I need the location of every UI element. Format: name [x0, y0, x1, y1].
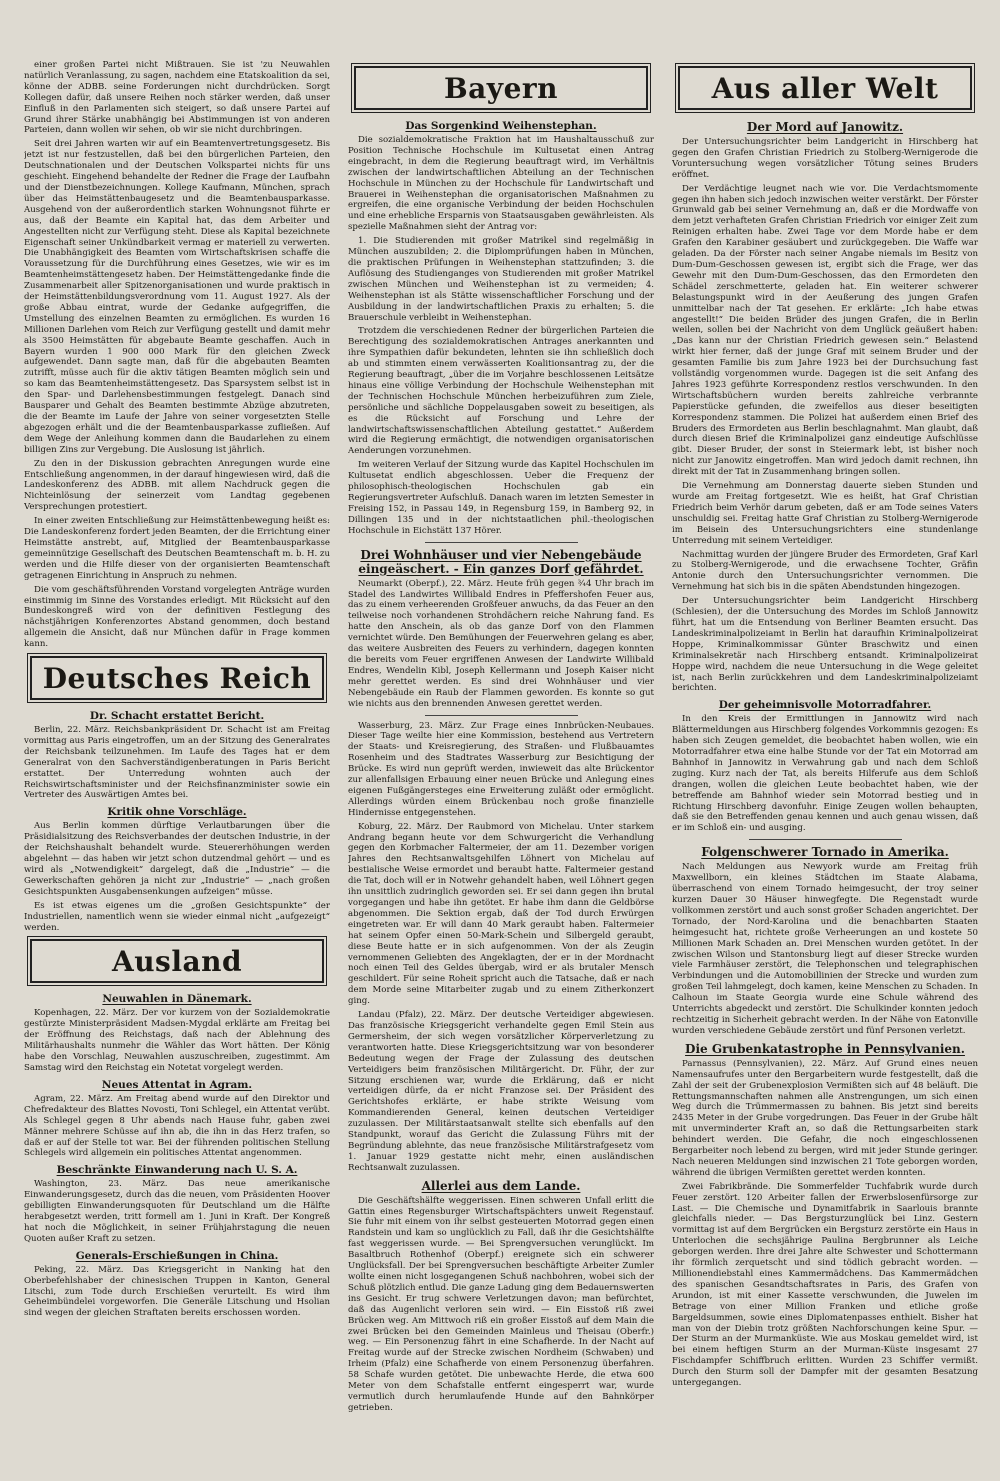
article-grube: Parnassus (Pennsylvanien), 22. März. Auf Grund eines neuen Namensaufrufes unter den Bergarbeitern wurde festgestellt, daß die Zahl der seit der Grubenexplosion Vermißten sich auf 48 beläuft. Die Rettungsmannschaften nahmen alle Anstrengungen, um sich einen Weg durch die Trümmermassen zu bahnen. Bis jetzt sind bereits 2435 Meter in der Grube vorgedrungen. Das Feuer in der Grube hält mit unverminderter Kraft an, so daß die Rettungsarbeiten stark behindert werden. Die Gefahr, die noch eingeschlossenen Bergarbeiter noch lebend zu bergen, wird mit jeder Stunde geringer. Nach neueren Meldungen sind inzwischen 21 Tote geborgen worden, während die übrigen Vermißten gerettet werden konnten.: [672, 1058, 978, 1178]
article-paragraph: Die Vernehmung am Donnerstag dauerte sieben Stunden und wurde am Freitag fortgesetzt. Wie es heißt, hat Graf Christian Friedrich beim Verhör darum gebeten, daß er am Tode seines Vaters unschuldig sei. Freitag hatte Graf Christian zu Stolberg-Wernigerode im Beisein des Untersuchungsrichters eine stundenlange Unterredung mit seinem Verteidiger.: [672, 481, 978, 546]
article-paragraph: Der Untersuchungsrichter beim Landgericht Hirschberg (Schlesien), der die Untersuchung des Mordes im Schloß Jannowitz führt, hat um die Entsendung von Berliner Beamten ersucht. Das Landeskriminalpolizeiamt in Berlin hat daraufhin Kriminalpolizeirat Hoppe, Kriminalkommissar Günter Braschwitz und einen Kriminalsekretär nach Hirschberg entsandt. Kriminalpolizeirat Hoppe wird, nachdem die neue Untersuchung in die Wege geleitet ist, nach Berlin zurückkehren und dem Landeskriminalpolizeiamt berichten.: [672, 596, 978, 694]
article-china: Peking, 22. März. Das Kriegsgericht in Nanking hat den Oberbefehlshaber der chinesischen Truppen in Kanton, General Litschi, zum Tode durch Erschießen verurteilt. Es wird ihm Geheimbündelei vorgeworfen. Die Generäle Litschung und Hsolian sind wegen der gleichen Straftaten bereits erschossen worden.: [24, 1264, 330, 1319]
article-paragraph: Die vom geschäftsführenden Vorstand vorgelegten Anträge wurden einstimmig im Sinne des Vorstandes erledigt. Mit Rücksicht auf den Bundeskongreß wird von der definitiven Festlegung des nächstjährigen Konferenzortes Abstand genommen, doch bestand allgemein die Ansicht, daß nur München dafür in Frage kommen kann.: [24, 584, 330, 650]
section-header-deutsches-reich: Deutsches Reich: [30, 656, 324, 700]
article-misc: Zwei Fabrikbrände. Die Sommerfelder Tuchfabrik wurde durch Feuer zerstört. 120 Arbeiter fallen der Erwerbslosenfürsorge zur Last. — Die Chemische und Dynamitfabrik in Saarlouis brannte gleichfalls nieder. — Das Bergsturzunglück bei Linz. Gestern vormittag ist auf dem Bergrücken ein Bergsturz zerstörte ein Haus in Unterlochen die sechsjährige Paulina Bergbrunner als Leiche geborgen werden. Ihre drei Jahre alte Schwester und Schottermann ihr förmlich zerquetscht und sind tödlich gebracht worden. — Millionendiebstahl eines Kammermädchens. Das Kammermädchen des spanischen Gesandtschaftsrates in Paris, des Grafen von Arundon, ist mit einer Kassette verschwunden, die Juwelen im Betrage von einer Million Franken und etliche große Bargeldsummen, sowie eines Diplomatenpasses enthielt. Bisher hat man von der Diebin trotz größten Nachforschungen keine Spur. — Der Sturm an der Murmanküste. Wie aus Moskau gemeldet wird, ist bei einem heftigen Sturm an der Murman-Küste insgesamt 27 Fischdampfer Schiffbruch erlitten. Wurden 23 Schiffer vermißt. Durch den Sturm soll der Dampfer mit der gesamten Besatzung untergegangen.: [672, 1181, 978, 1389]
article-paragraph: In einer zweiten Entschließung zur Heimstättenbewegung heißt es: Die Landeskonferenz fordert jeden Beamten, der die Errichtung einer Heimstätte anstrebt, auf, Mitglied der Beamtenbausparkasse gemeinnützige Gesellschaft des Deutschen Beamtenschaft m. b. H. zu werden und die Hilfe dieser von der organisierten Beamtenschaft getragenen Einrichtung in Anspruch zu nehmen.: [24, 516, 330, 581]
divider: [425, 715, 578, 716]
headline-grube: Die Grubenkatastrophe in Pennsylvanien.: [685, 1041, 965, 1056]
article-koburg: Koburg, 22. März. Der Raubmord von Michelau. Unter starkem Andrang begann heute vor dem Schwurgericht die Verhandlung gegen den Korbmacher Faltermeier, der am 11. Dezember vorigen Jahres den Rechtsanwaltsgehilfen Löhnert von Michelau auf bestialische Weise ermordet und beraubt hatte. Faltermeier gestand die Tat, doch will er in Notwehr gehandelt haben, weil Löhnert gegen ihn unsittlich zudringlich geworden sei. Er sei dann gegen ihn brutal vorgegangen und habe ihn getötet. Er habe ihm dann die Geldbörse abgenommen. Die Sektion ergab, daß der Tod durch Erwürgen eingetreten war. Er will dann 40 Mark geraubt haben. Faltermeier hat seinem Opfer einen 50-Mark-Schein und Silbergeld geraubt, diese Beute hatte er in sich aufgenommen. Von der als Zeugin vernommenen Geliebten des Angeklagten, der er in der Mordnacht noch einen Teil des Geldes übergab, wird er als brutaler Mensch geschildert. Für seine Roheit spricht auch die Tatsache, daß er nach dem Morde seine Mitarbeiter zugab und zu einem Zitherkonzert ging.: [348, 821, 654, 1007]
column-middle: [348, 60, 654, 1471]
headline-weihenstephan: Das Sorgenkind Weihenstephan.: [405, 120, 597, 132]
headline-tornado: Folgenschwerer Tornado in Amerika.: [701, 845, 949, 860]
headline-usa: Beschränkte Einwanderung nach U. S. A.: [56, 1164, 298, 1177]
article-paragraph: Der Verdächtige leugnet nach wie vor. Die Verdachtsmomente gegen ihn haben sich jedoch inzwischen weiter verstärkt. Der Förster Grunwald gab bei seiner Vernehmung an, daß er die Mordwaffe von dem jetzt verhafteten Grafen Christian Friedrich vor einiger Zeit zum Reinigen erhalten habe. Zwei Tage vor dem Morde habe er dem Grafen den Karabiner gesäubert und zurückgegeben. Die Waffe war geladen. Da der Förster nach seiner Angabe niemals im Besitz von Dum-Dum-Geschossen gewesen ist, ergibt sich die Frage, wer das Gewehr mit den Dum-Dum-Geschossen, das den Ermordeten den Schädel zerschmetterte, geladen hat. Ein weiterer schwerer Belastungspunkt wird in der Aeußerung des jungen Grafen unmittelbar nach der Tat gesehen. Er erklärte: „Ich habe etwas angestellt!“ Die beiden Brüder des jungen Grafen, die in Berlin weilen, sollen bei der Nachricht von dem Unglück geäußert haben: „Das kann nur der Christian Friedrich gewesen sein.“ Belastend wirkt hier ferner, daß der junge Graf mit seinem Bruder und der gesamten Familie bis zum Jahre 1923 bei der Durchsuchung fast vollständig vorgenommen wurde. Dagegen ist die seit Anfang des Jahres 1923 geführte Korrespondenz restlos verschwunden. In den Wirtschaftsbüchern wurden bereits zahlreiche verbrannte Papierstücke gefunden, die zweifellos aus dieser beseitigten Korrespondenz stammen. Die Polizei hat außerdem einen Brief des Bruders des Ermordeten aus Berlin beschlagnahmt. Man glaubt, daß durch diesen Brief die Kriminalpolizei ganz eindeutige Aufschlüsse gibt. Dieser Bruder, der sonst in Steiermark lebt, ist bisher noch nicht zur Janowitz eingetroffen. Man wird jedoch damit rechnen, ihn direkt mit der Tat in Zusammenhang bringen sollen.: [672, 183, 978, 478]
article-kritik-2: Es ist etwas eigenes um die „großen Gesichtspunkte“ der Industriellen, namentlich wenn sie wieder einmal nicht „aufgezeigt“ werden.: [24, 900, 330, 933]
article-fire: Neumarkt (Oberpf.), 22. März. Heute früh gegen ¾4 Uhr brach im Stadel des Landwirtes Willibald Endres in Pfeffershofen Feuer aus, das zu einem verheerenden Großfeuer anwuchs, da das Feuer an den teilweise noch vorhandenen Strohdächern reiche Nahrung fand. Es hatte den Anschein, als ob das ganze Dorf von den Flammen vernichtet würde. Den Bemühungen der Feuerwehren gelang es aber, das weitere Ausbreiten des Feuers zu verhindern, dagegen konnten die bereits vom Feuer ergriffenen Anwesen der Landwirte Willibald Endres, Wendelin Kibl, Joseph Kellermann und Joseph Kaiser nicht mehr gerettet werden. Es sind drei Wohnhäuser und vier Nebengebäude ein Raub der Flammen geworden. Es konnte so gut wie nichts aus den brennenden Anwesen gerettet werden.: [348, 578, 654, 709]
headline-motorradfahrer: Der geheimnisvolle Motorradfahrer.: [718, 699, 932, 712]
article-tornado: Nach Meldungen aus Newyork wurde am Freitag früh Maxwellborn, ein kleines Städtchen im Staate Alabama, überraschend von einem Tornado heimgesucht, der troy seiner kurzen Dauer 30 Häuser hinwegfegte. Die Regenstadt wurde vollkommen zerstört und auch sonst großer Schaden angerichtet. Der Tornado, der Nord-Karolina und die benachbarten Staaten heimgesucht hat, richtete große Verheerungen an und kostete 50 Millionen Mark Schaden an. Drei Menschen wurden getötet. In der zwischen Wilson und Stantonsburg liegt auf dieser Strecke wurden viele Farmhäuser zerstört, die Telephonschen und telegraphischen Verbindungen und die Automobillinien der Strecke und wurden zum großen Teil lahmgelegt, doch kamen, keine Menschen zu Schaden. In Calhoun im Staate Georgia wurde eine Schule während des Unterrichts abgedeckt und zerstört. Die Schulkinder konnten jedoch rechtzeitig in Sicherheit gebracht werden. In der Nähe von Eatonville wurden verschiedene Gebäude zerstört und fünf Personen verletzt.: [672, 862, 978, 1036]
headline-kritik: Kritik ohne Vorschläge.: [107, 806, 247, 819]
article-schacht: Berlin, 22. März. Reichsbankpräsident Dr. Schacht ist am Freitag vormittag aus Paris eingetroffen, um an der Sitzung des Generalrates der Reichsbank teilzunehmen. Im Laufe des Tages hat er dem Generalrat von den Sachverständigenberatungen in Paris Bericht erstattet. Der Unterredung wohnten auch der Reichswirtschaftsminister und der Reichsfinanzminister sowie ein Vertreter des Auswärtigen Amtes bei.: [24, 725, 330, 801]
article-paragraph: 1. Die Studierenden mit großer Matrikel sind regelmäßig in München auszubilden; 2. die Diplomprüfungen haben in München, die praktischen Prüfungen in Weihenstephan stattzufinden; 3. die Auflösung des Studienganges von Studierenden mit großer Matrikel zwischen München und Weihenstephan ist zu vermeiden; 4. Weihenstephan ist als Stätte wissenschaftlicher Forschung und der Ausbildung in der landwirtschaftlichen Praxis zu erhalten; 5. die Brauerschule verbleibt in Weihenstephan.: [348, 236, 654, 323]
article-allerlei: Die Geschäftshälfte weggerissen. Einen schweren Unfall erlitt die Gattin eines Regensburger Wirtschaftspächters unweit Regenstauf. Sie fuhr mit einem von ihr selbst gesteuerten Motorrad gegen einen Randstein und kam so unglücklich zu Fall, daß ihr die Gesichtshälfte fast weggerissen wurde. — Bei Sprengversuchen verunglückt. Im Basaltbruch Rothenhof (Oberpf.) ereignete sich ein schwerer Unglücksfall. Der bei Sprengversuchen beschäftigte Arbeiter Zumler wollte einen nicht losgegangenen Schuß nachbohren, wobei sich der Schuß plötzlich entlud. Die ganze Ladung ging dem Bedauernswerten ins Gesicht. Er trug schwere Verletzungen davon; man befürchtet, daß das Augenlicht verloren sein wird. — Ein Eisstoß riß zwei Brücken weg. Am Mittwoch riß ein großer Eisstoß auf dem Main die zwei Brücken bei den Gemeinden Mainleus und Theisau (Oberfr.) weg. — Ein Personenzug fährt in eine Schafherde. In der Nacht auf Freitag wurde auf der Strecke zwischen Nordheim (Schwaben) und Irheim (Pfalz) eine Schafherde von einem Personenzug überfahren. 58 Schafe wurden getötet. Die unbewachte Herde, die etwa 600 Meter von dem Schafstalle entfernt eingesperrt war, wurde vermutlich durch herumlaufende Hunde auf den Bahnkörper getrieben.: [348, 1195, 654, 1413]
article-paragraph: Der Untersuchungsrichter beim Landgericht in Hirschberg hat gegen den Grafen Christian Friedrich zu Stolberg-Wernigerode die Voruntersuchung wegen vorsätzlicher Tötung seines Bruders eröffnet.: [672, 137, 978, 180]
article-motorradfahrer: In den Kreis der Ermittlungen in Jannowitz wird nach Blättermeldungen aus Hirschberg folgendes Vorkommnis gezogen: Es haben sich Zeugen gemeldet, die beobachtet haben wollen, wie ein Motorradfahrer etwa eine halbe Stunde vor der Tat ein Motorrad am Bahnhof in Jannowitz in Verwahrung gab und nach dem Schloß zuging. Kurz nach der Tat, als bereits Hilferufe aus dem Schloß drangen, wollen die gleichen Leute beobachtet haben, wie der betreffende am Bahnhof wieder sein Motorrad bestieg und in Richtung Hirschberg davonfuhr. Einige Zeugen wollen behaupten, daß sie den Betreffenden genau kennen und auch genau wissen, daß er im Schloß ein- und ausging.: [672, 714, 978, 834]
article-paragraph: Zu den in der Diskussion gebrachten Anregungen wurde eine Entschließung angenommen, in der darauf hingewiesen wird, daß die Landeskonferenz des ADBB. mit allem Nachdruck gegen die Nichteinlösung der seinerzeit vom Landtag gegebenen Versprechungen protestiert.: [24, 458, 330, 513]
article-paragraph: Seit drei Jahren warten wir auf ein Beamtenvertretungsgesetz. Bis jetzt ist nur festzustellen, daß bei den bürgerlichen Parteien, den Deutschnationalen und der Deutschen Volkspartei nichts für uns geschieht. Eingehend behandelte der Redner die Frage der Laufbahn und der Dienstbezeichnungen. Kollege Kaufmann, München, sprach über das Heimstättenbaugesetz und die Beamtenbausparkasse. Ausgehend von der außerordentlich starken Wohnungsnot führte er aus, daß der Beamte ein Kapital hat, das dem Arbeiter und Angestellten nicht zur Verfügung steht. Diese als Kapital bezeichnete Eigenschaft seiner Unkündbarkeit vermag er materiell zu verwerten. Die Unabhängigkeit des Beamten vom Wirtschaftskrisen schaffe die Voraussetzung für die Durchführung eines Gesetzes, wie wir es im Beamtenheimstättengesetz haben. Der Heimstättengedanke finde die Zusammenarbeit aller Spitzenorganisationen und wurde praktisch in der Heimstättenbildungsverordnung vom 11. August 1927. Als der große Abbau eintrat, wurde der Gedanke aufgegriffen, die Umstellung des einzelnen Beamten zu ermöglichen. Es wurden 16 Millionen Darlehen vom Reich zur Verfügung gestellt und damit mehr als 3500 Heimstätten für abgebaute Beamte geschaffen. Auch in Bayern wurden 1 900 000 Mark für den gleichen Zweck aufgewendet. Dann sagte man, daß für die abgebauten Beamten zutrifft, müsse auch für die aktiv tätigen Beamten möglich sein und so kam das Beamtenheimstättengesetz. Das Sparsystem selbst ist in den Spar- und Darlehensbestimmungen festgelegt. Danach sind Bausparer und Gehalt des Beamten bestimmte Abzüge abzutreten, die der Beamte im Laufe der Jahre von seiner vorgesetzten Stelle abgezogen erhält und die der Beamtenbausparkasse zufließen. Auf dem Wege der Anleihung kommen dann die Baudarlehen zu einem billigen Zins zur Vergebung. Die Auslosung ist jährlich.: [24, 139, 330, 455]
article-daenemark: Kopenhagen, 22. März. Der vor kurzem von der Sozialdemokratie gestürzte Ministerpräsident Madsen-Mygdal erklärte am Freitag bei der Eröffnung des Reichstags, daß nach der Ablehnung des Militärhaushalts nunmehr die Wähler das Wort hätten. Der König habe den Vorschlag, Neuwahlen auszuschreiben, zugestimmt. Am Samstag wird den Reichstag ein Notetat vorgelegt werden.: [24, 1008, 330, 1073]
article-paragraph: einer großen Partei nicht Mißtrauen. Sie ist 'zu Neuwahlen natürlich Veranlassung, zu sagen, nachdem eine Etatskoalition da sei, könne der ADBB. seine Forderungen nicht durchdrücken. Sorgt Kollegen dafür, daß unsere Reihen noch stärker werden, daß unser Einfluß in den Parlamenten sich steigert, so daß unsere Partei auf Grund ihrer Stärke unabhängig bei Abstimmungen ist von anderen Parteien, dann wollen wir sehen, ob wir sie nicht durchbringen.: [24, 60, 330, 136]
column-right: [672, 60, 978, 1471]
divider: [749, 839, 902, 840]
article-landau: Landau (Pfalz), 22. März. Der deutsche Verteidiger abgewiesen. Das französische Kriegsgericht verhandelte gegen Emil Stein aus Germersheim, der sich wegen vorsätzlicher Körperverletzung zu verantworten hatte. Diese Kriegsgerichtsitzung war von besonderer Bedeutung wegen der Frage der Zulassung des deutschen Verteidigers beim französischen Militärgericht. Dr. Führ, der zur Sitzung erschienen war, wurde die Erklärung, daß er nicht verteidigen dürfe, da er nicht Franzose sei. Der Präsident des Gerichtshofes erklärte, er habe strikte Weisung vom Kommandierenden General, keinen deutschen Verteidiger zuzulassen. Der Militärstaatsanwalt stellte sich ebenfalls auf den Standpunkt, worauf das Gericht die Zulassung Führs mit der Begründung ablehnte, das neue französische Militärstrafgesetz vom 1. Januar 1929 gestatte nicht mehr, einen ausländischen Rechtsanwalt zuzulassen.: [348, 1010, 654, 1173]
article-wasserburg: Wasserburg, 23. März. Zur Frage eines Innbrücken-Neubaues. Dieser Tage weilte hier eine Kommission, bestehend aus Vertretern der Staats- und Kreisregierung, des Straßen- und Flußbauamtes Rosenheim und des Stadtrates Wasserburg zur Besichtigung der Brücke. Es wird nun geprüft werden, inwieweit das alte Brückentor zur allenfallsigen Erbauung einer neuen Brücke und Anlegung eines eigenen Fußgängersteges eine Erweiterung zuläßt oder ermöglicht. Allerdings würden einem Brückenbau noch große finanzielle Hindernisse entgegenstehen.: [348, 720, 654, 818]
headline-mord: Der Mord auf Janowitz.: [746, 120, 904, 134]
article-paragraph: Trotzdem die verschiedenen Redner der bürgerlichen Parteien die Berechtigung des sozialdemokratischen Antrages anerkannten und ihre Sympathien dafür bekundeten, lehnten sie ihn schließlich doch ab und stimmten einem verwässerten Koalitionsantrag zu, der die Regierung beauftragt, „über die im Vorjahre beschlossenen Leitsätze hinaus eine völlige Verbindung der Hochschule Weihenstephan mit der Technischen Hochschule München herbeizuführen zum Ziele, persönliche und sächliche Doppelausgaben soweit zu beseitigen, als es die Rücksicht auf Forschung und Lehre der landwirtschaftswissenschaftlichen Abteilung gestattet.“ Außerdem wird die Regierung ermächtigt, die notwendigen organisatorischen Aenderungen vorzunehmen.: [348, 326, 654, 457]
section-header-bayern: Bayern: [354, 66, 648, 110]
headline-agram: Neues Attentat in Agram.: [101, 1078, 253, 1091]
article-paragraph: Die sozialdemokratische Fraktion hat im Haushaltausschuß zur Position Technische Hochschule im Kultusetat einen Antrag eingebracht, in dem die Regierung beauftragt wird, im Verhältnis zwischen der landwirtschaftlichen Abteilung an der Technischen Hochschule in München zu der Hochschule für Landwirtschaft und Brauerei in Weihenstephan die organisatorischen Maßnahmen zu ergreifen, die eine organische Verbindung der beiden Hochschulen und eine erhebliche Ersparnis von Staatsausgaben gewährleisten. Als spezielle Maßnahmen sieht der Antrag vor:: [348, 135, 654, 233]
headline-schacht: Dr. Schacht erstattet Bericht.: [89, 710, 265, 723]
headline-daenemark: Neuwahlen in Dänemark.: [102, 993, 252, 1006]
divider: [425, 542, 578, 543]
headline-allerlei: Allerlei aus dem Lande.: [421, 1178, 581, 1193]
headline-fire: Drei Wohnhäuser und vier Nebengebäude eingeäschert. - Ein ganzes Dorf gefährdet.: [358, 547, 644, 576]
article-usa: Washington, 23. März. Das neue amerikanische Einwanderungsgesetz, durch das die neuen, vom Präsidenten Hoover gebilligten Einwanderungsquoten für Deutschland um die Hälfte herabgesetzt werden, tritt formell am 1. Juni in Kraft. Der Kongreß hat noch die Möglichkeit, in seiner Frühjahrstagung die neuen Quoten außer Kraft zu setzen.: [24, 1179, 330, 1244]
headline-china: Generals-Erschießungen in China.: [75, 1249, 279, 1262]
section-header-ausland: Ausland: [30, 939, 324, 983]
article-paragraph: Nachmittag wurden der jüngere Bruder des Ermordeten, Graf Karl zu Stolberg-Wernigerode, und die erwachsene Tochter, Gräfin Antonie durch den Untersuchungsrichter vernommen. Die Vernehmung hat sich bis in die späten Abendstunden hingezogen.: [672, 549, 978, 593]
article-kritik: Aus Berlin kommen dürftige Verlautbarungen über die Präsidialsitzung des Reichsverbandes der deutschen Industrie, in der der Reichshaushalt behandelt wurde. Steuererhöhungen werden abgelehnt — das haben wir jetzt schon dutzendmal gehört — und es wird als „Notwendigkeit“ dargelegt, daß die „Industrie“ — die Gewerkschaften gehören ja nicht zur „Industrie“ — „nach großen Gesichtspunkten Ausgabensenkungen aufzeigen“ müsse.: [24, 821, 330, 897]
article-agram: Agram, 22. März. Am Freitag abend wurde auf den Direktor und Chefredakteur des Blattes Novosti, Toni Schlegel, ein Attentat verübt. Als Schlegel gegen 8 Uhr abends nach Hause fuhr, gaben zwei Männer mehrere Schüsse auf ihn ab, die ihn in das Herz trafen, so daß er auf der Stelle tot war. Bei der führenden politischen Stellung Schlegels wird allgemein ein politisches Attentat angenommen.: [24, 1093, 330, 1159]
article-paragraph: Im weiteren Verlauf der Sitzung wurde das Kapitel Hochschulen im Kultusetat endlich abgeschlossen. Ueber die Frequenz der philosophisch-theologischen Hochschulen gab ein Regierungsvertreter Aufschluß. Danach waren im letzten Semester in Freising 152, in Passau 149, in Regensburg 159, in Bamberg 92, in Dillingen 135 und in der nichtstaatlichen phil.-theologischen Hochschule in Eichstätt 137 Hörer.: [348, 460, 654, 536]
column-left: [24, 60, 330, 1471]
section-header-aus-aller-welt: Aus aller Welt: [678, 66, 972, 110]
